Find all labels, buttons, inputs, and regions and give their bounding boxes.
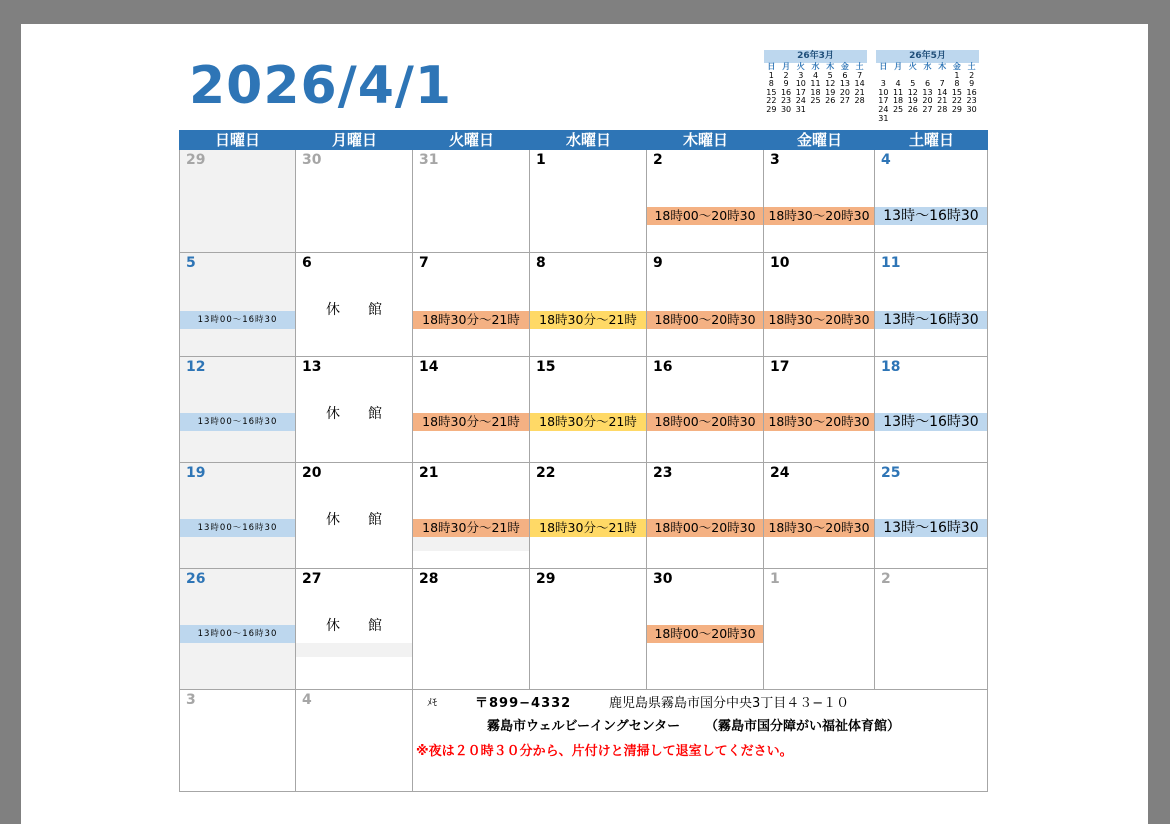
day-number: 25 [881, 465, 901, 481]
day-number: 29 [186, 152, 206, 168]
day-cell[interactable] [875, 569, 988, 690]
mini-day: 22 [951, 96, 963, 106]
day-number: 9 [653, 255, 663, 271]
mini-day: 5 [827, 70, 833, 80]
mini-day: 16 [966, 87, 977, 97]
day-number: 19 [186, 465, 206, 481]
mini-day: 27 [839, 96, 851, 106]
mini-day: 19 [907, 96, 918, 106]
event-time-slot[interactable]: 13時〜16時30 [875, 413, 987, 431]
day-number: 27 [302, 571, 322, 587]
day-number: 13 [302, 359, 322, 375]
event-time-slot[interactable]: 18時30〜20時30 [764, 207, 874, 225]
mini-day: 2 [969, 70, 975, 80]
day-number: 7 [419, 255, 429, 271]
memo-postal: 〒899−4332 [475, 696, 572, 711]
closed-label: 休館 [326, 406, 410, 422]
mini-day [905, 115, 920, 124]
mini-day [852, 106, 867, 115]
day-number: 1 [770, 571, 780, 587]
mini-calendar-weekdays [876, 63, 979, 72]
event-time-slot[interactable]: 18時30分〜21時 [530, 311, 646, 329]
weekday-header: 火曜日 [413, 130, 530, 150]
mini-day: 26 [907, 104, 918, 114]
mini-day: 29 [766, 104, 777, 114]
mini-day: 19 [825, 87, 836, 97]
day-cell[interactable] [296, 690, 413, 792]
mini-day [935, 115, 950, 124]
day-cell[interactable] [179, 150, 296, 253]
day-number: 30 [653, 571, 673, 587]
mini-day: 30 [780, 104, 792, 114]
closed-label: 休館 [326, 302, 410, 318]
mini-weekday: 水 [811, 62, 820, 71]
day-number: 12 [186, 359, 206, 375]
day-cell[interactable] [413, 253, 530, 357]
mini-weekday: 金 [840, 62, 849, 71]
mini-day: 14 [854, 79, 865, 89]
mini-weekday: 金 [952, 62, 961, 71]
day-cell[interactable] [296, 463, 413, 569]
mini-day: 12 [907, 87, 918, 97]
mini-day [920, 115, 935, 124]
mini-weekday: 土 [967, 62, 976, 71]
day-number: 24 [770, 465, 790, 481]
mini-weekday: 月 [894, 62, 903, 71]
event-time-slot[interactable]: 18時30分〜21時 [413, 311, 529, 329]
mini-day: 15 [951, 87, 963, 97]
weekday-header: 土曜日 [875, 130, 988, 150]
day-cell[interactable] [296, 569, 413, 690]
mini-day: 8 [768, 79, 774, 89]
event-time-slot[interactable]: 13時〜16時30 [875, 519, 987, 537]
mini-day: 9 [783, 79, 789, 89]
mini-day [808, 106, 823, 115]
event-time-slot[interactable]: 18時00〜20時30 [647, 413, 763, 431]
mini-day: 22 [766, 96, 777, 106]
mini-calendar-week [876, 106, 979, 115]
day-cell[interactable] [647, 357, 764, 463]
event-time-slot[interactable]: 18時30分〜21時 [413, 413, 529, 431]
weekday-header: 木曜日 [647, 130, 764, 150]
memo-address: 鹿児島県霧島市国分中央3丁目４３−１０ [609, 696, 850, 711]
day-number: 6 [302, 255, 312, 271]
day-number: 29 [536, 571, 556, 587]
mini-day: 27 [922, 104, 933, 114]
mini-weekday: 木 [938, 62, 947, 71]
day-number: 30 [302, 152, 322, 168]
event-time-slot[interactable]: 18時30分〜21時 [413, 519, 529, 537]
memo-notice: ※夜は２０時３０分から、片付けと清掃して退室してください。 [416, 744, 793, 759]
mini-weekday: 水 [923, 62, 932, 71]
day-number: 20 [302, 465, 322, 481]
mini-day: 26 [825, 96, 836, 106]
day-number: 5 [186, 255, 196, 271]
shaded-band [413, 537, 529, 551]
mini-day: 1 [954, 70, 960, 80]
day-cell[interactable] [647, 569, 764, 690]
day-number: 8 [536, 255, 546, 271]
mini-day: 15 [766, 87, 777, 97]
mini-day: 16 [780, 87, 792, 97]
mini-day [823, 106, 838, 115]
memo-facility-alt: （霧島市国分障がい福祉体育館） [705, 719, 901, 734]
mini-day: 29 [951, 104, 963, 114]
day-cell[interactable] [530, 357, 647, 463]
day-number: 10 [770, 255, 790, 271]
day-cell[interactable] [875, 253, 988, 357]
event-time-slot[interactable]: 18時30〜20時30 [764, 413, 874, 431]
mini-day: 4 [812, 70, 819, 80]
day-cell[interactable] [875, 357, 988, 463]
mini-day: 13 [922, 87, 933, 97]
day-cell[interactable] [647, 253, 764, 357]
mini-day: 10 [878, 87, 889, 97]
mini-day: 23 [780, 96, 792, 106]
day-cell[interactable] [296, 150, 413, 253]
mini-day: 3 [798, 70, 804, 80]
day-cell[interactable] [413, 357, 530, 463]
mini-weekday: 火 [908, 62, 917, 71]
shaded-band [296, 643, 412, 657]
event-time-slot[interactable]: 18時30分〜21時 [530, 413, 646, 431]
closed-label: 休館 [326, 512, 410, 528]
memo-facility: 霧島市ウェルビーイングセンター [487, 719, 681, 734]
mini-day: 13 [839, 79, 851, 89]
mini-day: 21 [854, 87, 865, 97]
day-number: 21 [419, 465, 439, 481]
day-cell[interactable] [296, 253, 413, 357]
mini-day: 8 [954, 79, 960, 89]
day-number: 16 [653, 359, 673, 375]
mini-day: 18 [810, 87, 821, 97]
day-number: 4 [881, 152, 891, 168]
mini-day: 24 [795, 96, 806, 106]
mini-day: 28 [937, 104, 948, 114]
day-cell[interactable] [179, 569, 296, 690]
day-cell[interactable] [179, 253, 296, 357]
day-number: 11 [881, 255, 901, 271]
weekday-header: 月曜日 [296, 130, 413, 150]
mini-calendar-title: 26年5月 [876, 50, 979, 63]
mini-day: 14 [937, 87, 948, 97]
event-time-slot[interactable]: 13時00〜16時30 [180, 413, 295, 431]
day-cell[interactable] [179, 690, 296, 792]
day-cell[interactable] [764, 253, 875, 357]
day-number: 1 [536, 152, 546, 168]
day-cell[interactable] [179, 463, 296, 569]
mini-day: 31 [795, 104, 806, 114]
mini-day: 28 [854, 96, 865, 106]
mini-day: 3 [880, 79, 886, 89]
day-cell[interactable] [875, 150, 988, 253]
mini-day: 30 [966, 104, 977, 114]
mini-calendar-week [764, 106, 867, 115]
day-number: 14 [419, 359, 439, 375]
event-time-slot[interactable]: 18時00〜20時30 [647, 311, 763, 329]
day-cell[interactable] [764, 150, 875, 253]
mini-calendar-week [876, 115, 979, 124]
mini-day: 24 [878, 104, 889, 114]
day-cell[interactable] [530, 463, 647, 569]
mini-day [964, 115, 979, 124]
day-cell[interactable] [530, 569, 647, 690]
day-cell[interactable] [647, 463, 764, 569]
mini-day [891, 115, 906, 124]
day-number: 17 [770, 359, 790, 375]
memo-area [413, 690, 988, 792]
day-number: 15 [536, 359, 556, 375]
mini-day [950, 115, 965, 124]
event-time-slot[interactable]: 18時30〜20時30 [764, 519, 874, 537]
event-time-slot[interactable]: 18時00〜20時30 [647, 625, 763, 643]
mini-day: 11 [892, 87, 904, 97]
mini-weekday: 月 [782, 62, 791, 71]
event-time-slot[interactable]: 13時00〜16時30 [180, 625, 295, 643]
day-number: 31 [419, 152, 439, 168]
mini-day: 10 [795, 79, 806, 89]
closed-label: 休館 [326, 618, 410, 634]
mini-day: 1 [768, 70, 774, 80]
mini-calendar-week [764, 97, 867, 106]
mini-weekday: 日 [879, 62, 888, 71]
event-time-slot[interactable]: 18時30〜20時30 [764, 311, 874, 329]
day-number: 3 [770, 152, 780, 168]
day-cell[interactable] [413, 463, 530, 569]
mini-day: 9 [969, 79, 975, 89]
event-time-slot[interactable]: 13時00〜16時30 [180, 519, 295, 537]
weekday-header: 日曜日 [179, 130, 296, 150]
day-cell[interactable] [530, 253, 647, 357]
event-time-slot[interactable]: 18時00〜20時30 [647, 519, 763, 537]
mini-day: 23 [966, 96, 977, 106]
mini-day: 25 [892, 104, 904, 114]
mini-day: 21 [937, 96, 948, 106]
day-number: 2 [653, 152, 663, 168]
event-time-slot[interactable]: 18時00〜20時30 [647, 207, 763, 225]
mini-day: 5 [910, 79, 916, 89]
mini-day: 7 [857, 70, 863, 80]
mini-day: 31 [878, 113, 889, 123]
weekday-header: 金曜日 [764, 130, 875, 150]
mini-weekday: 木 [826, 62, 835, 71]
day-cell[interactable] [530, 150, 647, 253]
event-time-slot[interactable]: 13時〜16時30 [875, 207, 987, 225]
mini-day: 17 [795, 87, 806, 97]
mini-day: 25 [810, 96, 821, 106]
mini-day: 11 [810, 79, 821, 89]
event-time-slot[interactable]: 13時00〜16時30 [180, 311, 295, 329]
mini-weekday: 土 [855, 62, 864, 71]
mini-calendar [876, 50, 979, 123]
day-number: 4 [302, 692, 312, 708]
day-number: 22 [536, 465, 556, 481]
day-number: 2 [881, 571, 891, 587]
day-cell[interactable] [875, 463, 988, 569]
mini-day: 7 [939, 79, 945, 89]
day-cell[interactable] [764, 357, 875, 463]
day-cell[interactable] [764, 463, 875, 569]
event-time-slot[interactable]: 18時30分〜21時 [530, 519, 646, 537]
mini-weekday: 日 [767, 62, 776, 71]
mini-day: 17 [878, 96, 889, 106]
mini-day: 20 [839, 87, 851, 97]
event-time-slot[interactable]: 13時〜16時30 [875, 311, 987, 329]
day-cell[interactable] [413, 150, 530, 253]
day-number: 28 [419, 571, 439, 587]
day-cell[interactable] [413, 569, 530, 690]
mini-calendar-title: 26年3月 [764, 50, 867, 63]
mini-day: 2 [783, 70, 789, 80]
weekday-header: 水曜日 [530, 130, 647, 150]
mini-calendar [764, 50, 867, 115]
calendar-title: 2026/4/1 [189, 56, 453, 116]
day-cell[interactable] [647, 150, 764, 253]
day-cell[interactable] [764, 569, 875, 690]
mini-day: 6 [924, 79, 931, 89]
day-cell[interactable] [179, 357, 296, 463]
day-number: 3 [186, 692, 196, 708]
day-number: 26 [186, 571, 206, 587]
mini-day [838, 106, 853, 115]
mini-day: 12 [825, 79, 836, 89]
mini-day: 18 [892, 96, 904, 106]
day-cell[interactable] [296, 357, 413, 463]
day-number: 23 [653, 465, 673, 481]
mini-day: 4 [895, 79, 901, 89]
mini-weekday: 火 [796, 62, 805, 71]
mini-day: 6 [842, 70, 848, 80]
mini-day: 20 [922, 96, 933, 106]
day-number: 18 [881, 359, 901, 375]
memo-label: ﾒﾓ [427, 698, 437, 709]
